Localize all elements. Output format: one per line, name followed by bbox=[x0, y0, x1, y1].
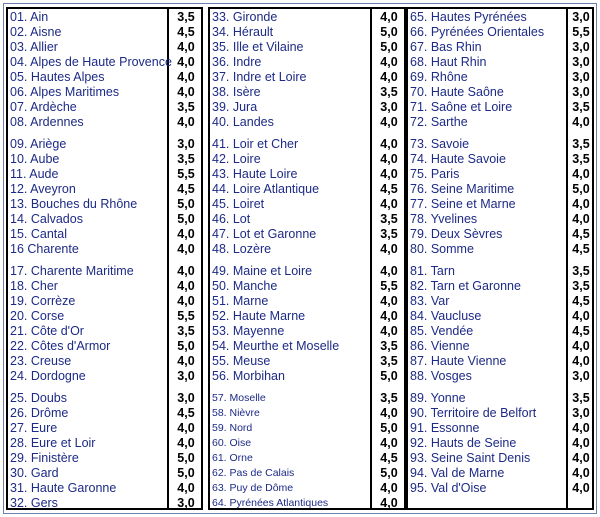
department-value: 4,0 bbox=[177, 421, 195, 435]
department-value: 4,0 bbox=[380, 264, 398, 278]
department-name: 62. Pas de Calais bbox=[212, 467, 295, 479]
department-value: 3,0 bbox=[177, 137, 195, 151]
department-name: 78. Yvelines bbox=[410, 212, 478, 226]
department-name: 39. Jura bbox=[212, 100, 258, 114]
department-value: 4,0 bbox=[572, 212, 590, 226]
department-value: 4,0 bbox=[380, 294, 398, 308]
department-value: 4,0 bbox=[572, 115, 590, 129]
department-name: 16 Charente bbox=[10, 242, 79, 256]
department-name: 71. Saône et Loire bbox=[410, 100, 513, 114]
department-value: 4,0 bbox=[572, 421, 590, 435]
department-value: 3,5 bbox=[380, 339, 398, 353]
department-value: 4,0 bbox=[380, 197, 398, 211]
table-row bbox=[208, 182, 406, 197]
table-row bbox=[6, 496, 203, 511]
table-row bbox=[406, 212, 594, 227]
department-value: 3,5 bbox=[380, 391, 398, 405]
table-row bbox=[6, 115, 203, 130]
department-name: 91. Essonne bbox=[410, 421, 480, 435]
table-row bbox=[406, 152, 594, 167]
department-name: 34. Hérault bbox=[212, 25, 274, 39]
table-row bbox=[406, 391, 594, 406]
table-row bbox=[406, 496, 594, 511]
department-value: 4,0 bbox=[177, 264, 195, 278]
table-row bbox=[208, 436, 406, 451]
department-name: 45. Loiret bbox=[212, 197, 265, 211]
department-value: 4,0 bbox=[572, 481, 590, 495]
department-value: 5,0 bbox=[177, 197, 195, 211]
department-name: 54. Meurthe et Moselle bbox=[212, 339, 340, 353]
department-value: 3,0 bbox=[572, 10, 590, 24]
table-row bbox=[406, 70, 594, 85]
department-name: 13. Bouches du Rhône bbox=[10, 197, 138, 211]
table-column-1 bbox=[6, 7, 203, 510]
table-row bbox=[208, 197, 406, 212]
table-row bbox=[208, 212, 406, 227]
table-row bbox=[406, 137, 594, 152]
department-name: 93. Seine Saint Denis bbox=[410, 451, 531, 465]
table-row bbox=[6, 242, 203, 257]
department-name: 63. Puy de Dôme bbox=[212, 482, 294, 494]
table-row bbox=[406, 369, 594, 384]
department-name: 07. Ardèche bbox=[10, 100, 77, 114]
department-value: 4,0 bbox=[380, 436, 398, 450]
table-row bbox=[208, 152, 406, 167]
table-row bbox=[208, 167, 406, 182]
table-row bbox=[406, 481, 594, 496]
department-name: 72. Sarthe bbox=[410, 115, 468, 129]
department-value: 4,0 bbox=[380, 55, 398, 69]
department-value: 4,0 bbox=[380, 167, 398, 181]
department-name: 48. Lozère bbox=[212, 242, 272, 256]
department-value: 3,0 bbox=[177, 369, 195, 383]
department-value: 3,5 bbox=[380, 212, 398, 226]
department-name: 83. Var bbox=[410, 294, 450, 308]
department-value: 5,5 bbox=[177, 309, 195, 323]
table-row bbox=[406, 167, 594, 182]
department-value: 4,5 bbox=[380, 451, 398, 465]
table-row bbox=[208, 100, 406, 115]
department-value: 3,5 bbox=[380, 85, 398, 99]
table-row bbox=[6, 100, 203, 115]
table-row bbox=[208, 242, 406, 257]
table-row bbox=[208, 294, 406, 309]
table-row bbox=[6, 406, 203, 421]
table-row bbox=[6, 279, 203, 294]
table-row bbox=[6, 40, 203, 55]
department-name: 59. Nord bbox=[212, 422, 253, 434]
department-name: 46. Lot bbox=[212, 212, 251, 226]
department-value: 5,5 bbox=[572, 25, 590, 39]
department-value: 4,5 bbox=[177, 406, 195, 420]
table-row bbox=[208, 55, 406, 70]
department-name: 27. Eure bbox=[10, 421, 58, 435]
table-row bbox=[6, 294, 203, 309]
table-row bbox=[406, 339, 594, 354]
department-value: 3,0 bbox=[177, 496, 195, 510]
table-row bbox=[406, 436, 594, 451]
department-value: 4,5 bbox=[572, 242, 590, 256]
department-name: 69. Rhône bbox=[410, 70, 468, 84]
department-value: 4,5 bbox=[572, 227, 590, 241]
department-name: 10. Aube bbox=[10, 152, 60, 166]
department-value: 5,0 bbox=[380, 369, 398, 383]
department-name: 05. Hautes Alpes bbox=[10, 70, 105, 84]
department-name: 37. Indre et Loire bbox=[212, 70, 307, 84]
department-name: 26. Drôme bbox=[10, 406, 69, 420]
table-row bbox=[6, 25, 203, 40]
department-value: 5,5 bbox=[177, 167, 195, 181]
table-row bbox=[406, 55, 594, 70]
department-name: 95. Val d'Oise bbox=[410, 481, 487, 495]
table-row bbox=[6, 55, 203, 70]
table-row bbox=[406, 100, 594, 115]
table-row bbox=[406, 40, 594, 55]
department-value: 3,0 bbox=[177, 391, 195, 405]
department-value: 4,0 bbox=[177, 294, 195, 308]
department-value: 4,0 bbox=[380, 152, 398, 166]
department-name: 53. Mayenne bbox=[212, 324, 285, 338]
department-name: 55. Meuse bbox=[212, 354, 271, 368]
department-value: 4,5 bbox=[177, 182, 195, 196]
department-value: 4,5 bbox=[380, 182, 398, 196]
department-name: 82. Tarn et Garonne bbox=[410, 279, 521, 293]
department-name: 02. Aisne bbox=[10, 25, 62, 39]
table-row bbox=[6, 212, 203, 227]
table-row bbox=[6, 137, 203, 152]
table-row bbox=[6, 354, 203, 369]
table-row bbox=[406, 309, 594, 324]
table-row bbox=[208, 451, 406, 466]
table-row bbox=[406, 242, 594, 257]
table-row bbox=[208, 137, 406, 152]
department-value: 5,0 bbox=[380, 40, 398, 54]
table-row bbox=[208, 264, 406, 279]
department-value: 3,5 bbox=[572, 264, 590, 278]
department-name: 29. Finistère bbox=[10, 451, 79, 465]
department-value: 4,0 bbox=[177, 40, 195, 54]
department-name: 61. Orne bbox=[212, 452, 253, 464]
department-name: 20. Corse bbox=[10, 309, 65, 323]
department-name: 52. Haute Marne bbox=[212, 309, 306, 323]
department-name: 81. Tarn bbox=[410, 264, 455, 278]
table-row bbox=[406, 279, 594, 294]
department-value: 4,0 bbox=[177, 227, 195, 241]
department-name: 25. Doubs bbox=[10, 391, 67, 405]
department-value: 4,0 bbox=[380, 481, 398, 495]
table-row bbox=[6, 264, 203, 279]
table-row bbox=[208, 10, 406, 25]
department-name: 90. Territoire de Belfort bbox=[410, 406, 537, 420]
table-row bbox=[6, 309, 203, 324]
department-name: 18. Cher bbox=[10, 279, 58, 293]
department-value: 4,0 bbox=[380, 115, 398, 129]
department-value: 4,5 bbox=[572, 324, 590, 338]
table-row bbox=[208, 309, 406, 324]
table-row bbox=[6, 391, 203, 406]
department-value: 4,0 bbox=[177, 481, 195, 495]
table-row bbox=[208, 369, 406, 384]
table-row bbox=[6, 421, 203, 436]
department-name: 74. Haute Savoie bbox=[410, 152, 506, 166]
table-row bbox=[208, 279, 406, 294]
department-value: 3,5 bbox=[380, 227, 398, 241]
department-name: 03. Allier bbox=[10, 40, 58, 54]
department-value: 5,0 bbox=[177, 451, 195, 465]
table-row bbox=[406, 197, 594, 212]
department-name: 84. Vaucluse bbox=[410, 309, 482, 323]
department-name: 66. Pyrénées Orientales bbox=[410, 25, 545, 39]
department-value: 4,0 bbox=[380, 137, 398, 151]
table-row bbox=[208, 70, 406, 85]
table-row bbox=[406, 85, 594, 100]
table-row bbox=[6, 451, 203, 466]
department-name: 51. Marne bbox=[212, 294, 269, 308]
table-row bbox=[406, 182, 594, 197]
department-value: 3,5 bbox=[177, 324, 195, 338]
table-row bbox=[406, 294, 594, 309]
department-value: 4,0 bbox=[177, 436, 195, 450]
table-row bbox=[208, 324, 406, 339]
department-value: 4,0 bbox=[572, 354, 590, 368]
department-value: 4,0 bbox=[380, 10, 398, 24]
department-name: 44. Loire Atlantique bbox=[212, 182, 320, 196]
department-name: 22. Côtes d'Armor bbox=[10, 339, 111, 353]
table-row bbox=[6, 197, 203, 212]
table-row bbox=[6, 481, 203, 496]
department-value: 4,0 bbox=[572, 339, 590, 353]
table-row bbox=[208, 406, 406, 421]
table-row bbox=[6, 85, 203, 100]
department-value: 3,5 bbox=[177, 100, 195, 114]
department-name: 08. Ardennes bbox=[10, 115, 84, 129]
department-value: 3,0 bbox=[572, 55, 590, 69]
department-name: 92. Hauts de Seine bbox=[410, 436, 517, 450]
table-row bbox=[208, 115, 406, 130]
department-name: 60. Oise bbox=[212, 437, 252, 449]
table-row bbox=[406, 10, 594, 25]
department-name: 15. Cantal bbox=[10, 227, 67, 241]
department-name: 28. Eure et Loir bbox=[10, 436, 96, 450]
department-name: 32. Gers bbox=[10, 496, 58, 510]
department-name: 30. Gard bbox=[10, 466, 59, 480]
department-value: 3,0 bbox=[380, 100, 398, 114]
department-value: 4,0 bbox=[572, 309, 590, 323]
department-value: 4,0 bbox=[177, 115, 195, 129]
table-row bbox=[208, 354, 406, 369]
department-name: 17. Charente Maritime bbox=[10, 264, 134, 278]
department-value: 5,0 bbox=[572, 182, 590, 196]
department-name: 65. Hautes Pyrénées bbox=[410, 10, 527, 24]
department-name: 19. Corrèze bbox=[10, 294, 76, 308]
department-name: 64. Pyrénées Atlantiques bbox=[212, 497, 329, 509]
department-name: 79. Deux Sèvres bbox=[410, 227, 503, 241]
department-name: 04. Alpes de Haute Provence bbox=[10, 55, 172, 69]
department-name: 67. Bas Rhin bbox=[410, 40, 482, 54]
department-value: 4,0 bbox=[177, 85, 195, 99]
department-value: 5,0 bbox=[380, 25, 398, 39]
department-value: 4,0 bbox=[572, 451, 590, 465]
department-name: 43. Haute Loire bbox=[212, 167, 298, 181]
department-name: 12. Aveyron bbox=[10, 182, 76, 196]
table-row bbox=[6, 339, 203, 354]
department-value: 4,0 bbox=[572, 436, 590, 450]
department-name: 57. Moselle bbox=[212, 392, 266, 404]
department-name: 21. Côte d'Or bbox=[10, 324, 84, 338]
department-name: 49. Maine et Loire bbox=[212, 264, 313, 278]
department-value: 4,5 bbox=[177, 25, 195, 39]
table-row bbox=[208, 466, 406, 481]
department-name: 68. Haut Rhin bbox=[410, 55, 487, 69]
department-value: 4,0 bbox=[177, 242, 195, 256]
table-row bbox=[208, 227, 406, 242]
department-name: 89. Yonne bbox=[410, 391, 466, 405]
table-row bbox=[208, 85, 406, 100]
department-name: 76. Seine Maritime bbox=[410, 182, 515, 196]
table-row bbox=[406, 421, 594, 436]
department-name: 56. Morbihan bbox=[212, 369, 285, 383]
department-value: 3,5 bbox=[572, 100, 590, 114]
table-row bbox=[208, 421, 406, 436]
table-row bbox=[6, 227, 203, 242]
department-value: 3,5 bbox=[572, 152, 590, 166]
department-name: 94. Val de Marne bbox=[410, 466, 505, 480]
table-column-3 bbox=[406, 7, 594, 510]
table-column-2 bbox=[208, 7, 406, 510]
department-value: 3,5 bbox=[380, 354, 398, 368]
table-row bbox=[6, 466, 203, 481]
department-name: 38. Isère bbox=[212, 85, 261, 99]
department-value: 4,0 bbox=[572, 197, 590, 211]
table-row bbox=[406, 324, 594, 339]
department-value: 4,0 bbox=[380, 242, 398, 256]
department-name: 40. Landes bbox=[212, 115, 274, 129]
department-value: 5,0 bbox=[380, 466, 398, 480]
department-value: 5,0 bbox=[380, 421, 398, 435]
department-value: 3,0 bbox=[572, 40, 590, 54]
department-table bbox=[3, 3, 597, 514]
department-value: 3,0 bbox=[572, 85, 590, 99]
department-name: 01. Ain bbox=[10, 10, 49, 24]
table-row bbox=[6, 70, 203, 85]
department-name: 31. Haute Garonne bbox=[10, 481, 117, 495]
department-name: 75. Paris bbox=[410, 167, 460, 181]
department-value: 4,0 bbox=[177, 354, 195, 368]
department-name: 42. Loire bbox=[212, 152, 261, 166]
table-row bbox=[406, 264, 594, 279]
department-value: 3,0 bbox=[572, 369, 590, 383]
department-value: 5,0 bbox=[177, 339, 195, 353]
table-row bbox=[406, 466, 594, 481]
department-name: 47. Lot et Garonne bbox=[212, 227, 317, 241]
department-value: 4,0 bbox=[380, 309, 398, 323]
table-row bbox=[208, 339, 406, 354]
table-row bbox=[406, 451, 594, 466]
department-value: 4,0 bbox=[177, 279, 195, 293]
department-name: 23. Creuse bbox=[10, 354, 72, 368]
department-value: 3,5 bbox=[572, 137, 590, 151]
table-row bbox=[6, 369, 203, 384]
department-name: 06. Alpes Maritimes bbox=[10, 85, 120, 99]
table-row bbox=[6, 436, 203, 451]
department-name: 33. Gironde bbox=[212, 10, 278, 24]
department-value: 4,0 bbox=[380, 70, 398, 84]
department-name: 73. Savoie bbox=[410, 137, 470, 151]
table-row bbox=[406, 354, 594, 369]
department-value: 4,0 bbox=[380, 496, 398, 510]
table-row bbox=[208, 391, 406, 406]
table-row bbox=[6, 167, 203, 182]
department-name: 58. Nièvre bbox=[212, 407, 260, 419]
department-value: 3,5 bbox=[572, 391, 590, 405]
department-name: 70. Haute Saône bbox=[410, 85, 504, 99]
department-value: 4,0 bbox=[572, 167, 590, 181]
department-name: 77. Seine et Marne bbox=[410, 197, 516, 211]
department-value: 3,0 bbox=[572, 70, 590, 84]
department-value: 4,0 bbox=[177, 55, 195, 69]
department-value: 3,0 bbox=[572, 406, 590, 420]
department-name: 85. Vendée bbox=[410, 324, 474, 338]
table-row bbox=[208, 25, 406, 40]
department-value: 4,0 bbox=[380, 406, 398, 420]
table-row bbox=[406, 227, 594, 242]
department-value: 4,0 bbox=[572, 466, 590, 480]
department-name: 36. Indre bbox=[212, 55, 262, 69]
department-value: 5,0 bbox=[177, 466, 195, 480]
department-value: 3,5 bbox=[177, 10, 195, 24]
table-row bbox=[208, 40, 406, 55]
department-name: 87. Haute Vienne bbox=[410, 354, 507, 368]
department-name: 86. Vienne bbox=[410, 339, 470, 353]
table-row bbox=[6, 182, 203, 197]
department-value: 4,0 bbox=[177, 70, 195, 84]
department-value: 5,5 bbox=[380, 279, 398, 293]
department-value: 3,5 bbox=[177, 152, 195, 166]
department-value: 5,0 bbox=[177, 212, 195, 226]
department-name: 09. Ariège bbox=[10, 137, 67, 151]
table-row bbox=[406, 406, 594, 421]
department-name: 24. Dordogne bbox=[10, 369, 86, 383]
department-name: 80. Somme bbox=[410, 242, 474, 256]
table-row bbox=[6, 10, 203, 25]
department-name: 88. Vosges bbox=[410, 369, 472, 383]
department-name: 11. Aude bbox=[10, 167, 59, 181]
department-name: 35. Ille et Vilaine bbox=[212, 40, 304, 54]
table-row bbox=[406, 25, 594, 40]
table-row bbox=[406, 115, 594, 130]
table-row bbox=[6, 324, 203, 339]
department-value: 4,0 bbox=[380, 324, 398, 338]
department-value: 3,5 bbox=[572, 279, 590, 293]
department-name: 14. Calvados bbox=[10, 212, 83, 226]
table-row bbox=[6, 152, 203, 167]
table-row bbox=[208, 481, 406, 496]
department-name: 50. Manche bbox=[212, 279, 278, 293]
department-name: 41. Loir et Cher bbox=[212, 137, 299, 151]
table-row bbox=[208, 496, 406, 511]
department-value: 4,5 bbox=[572, 294, 590, 308]
